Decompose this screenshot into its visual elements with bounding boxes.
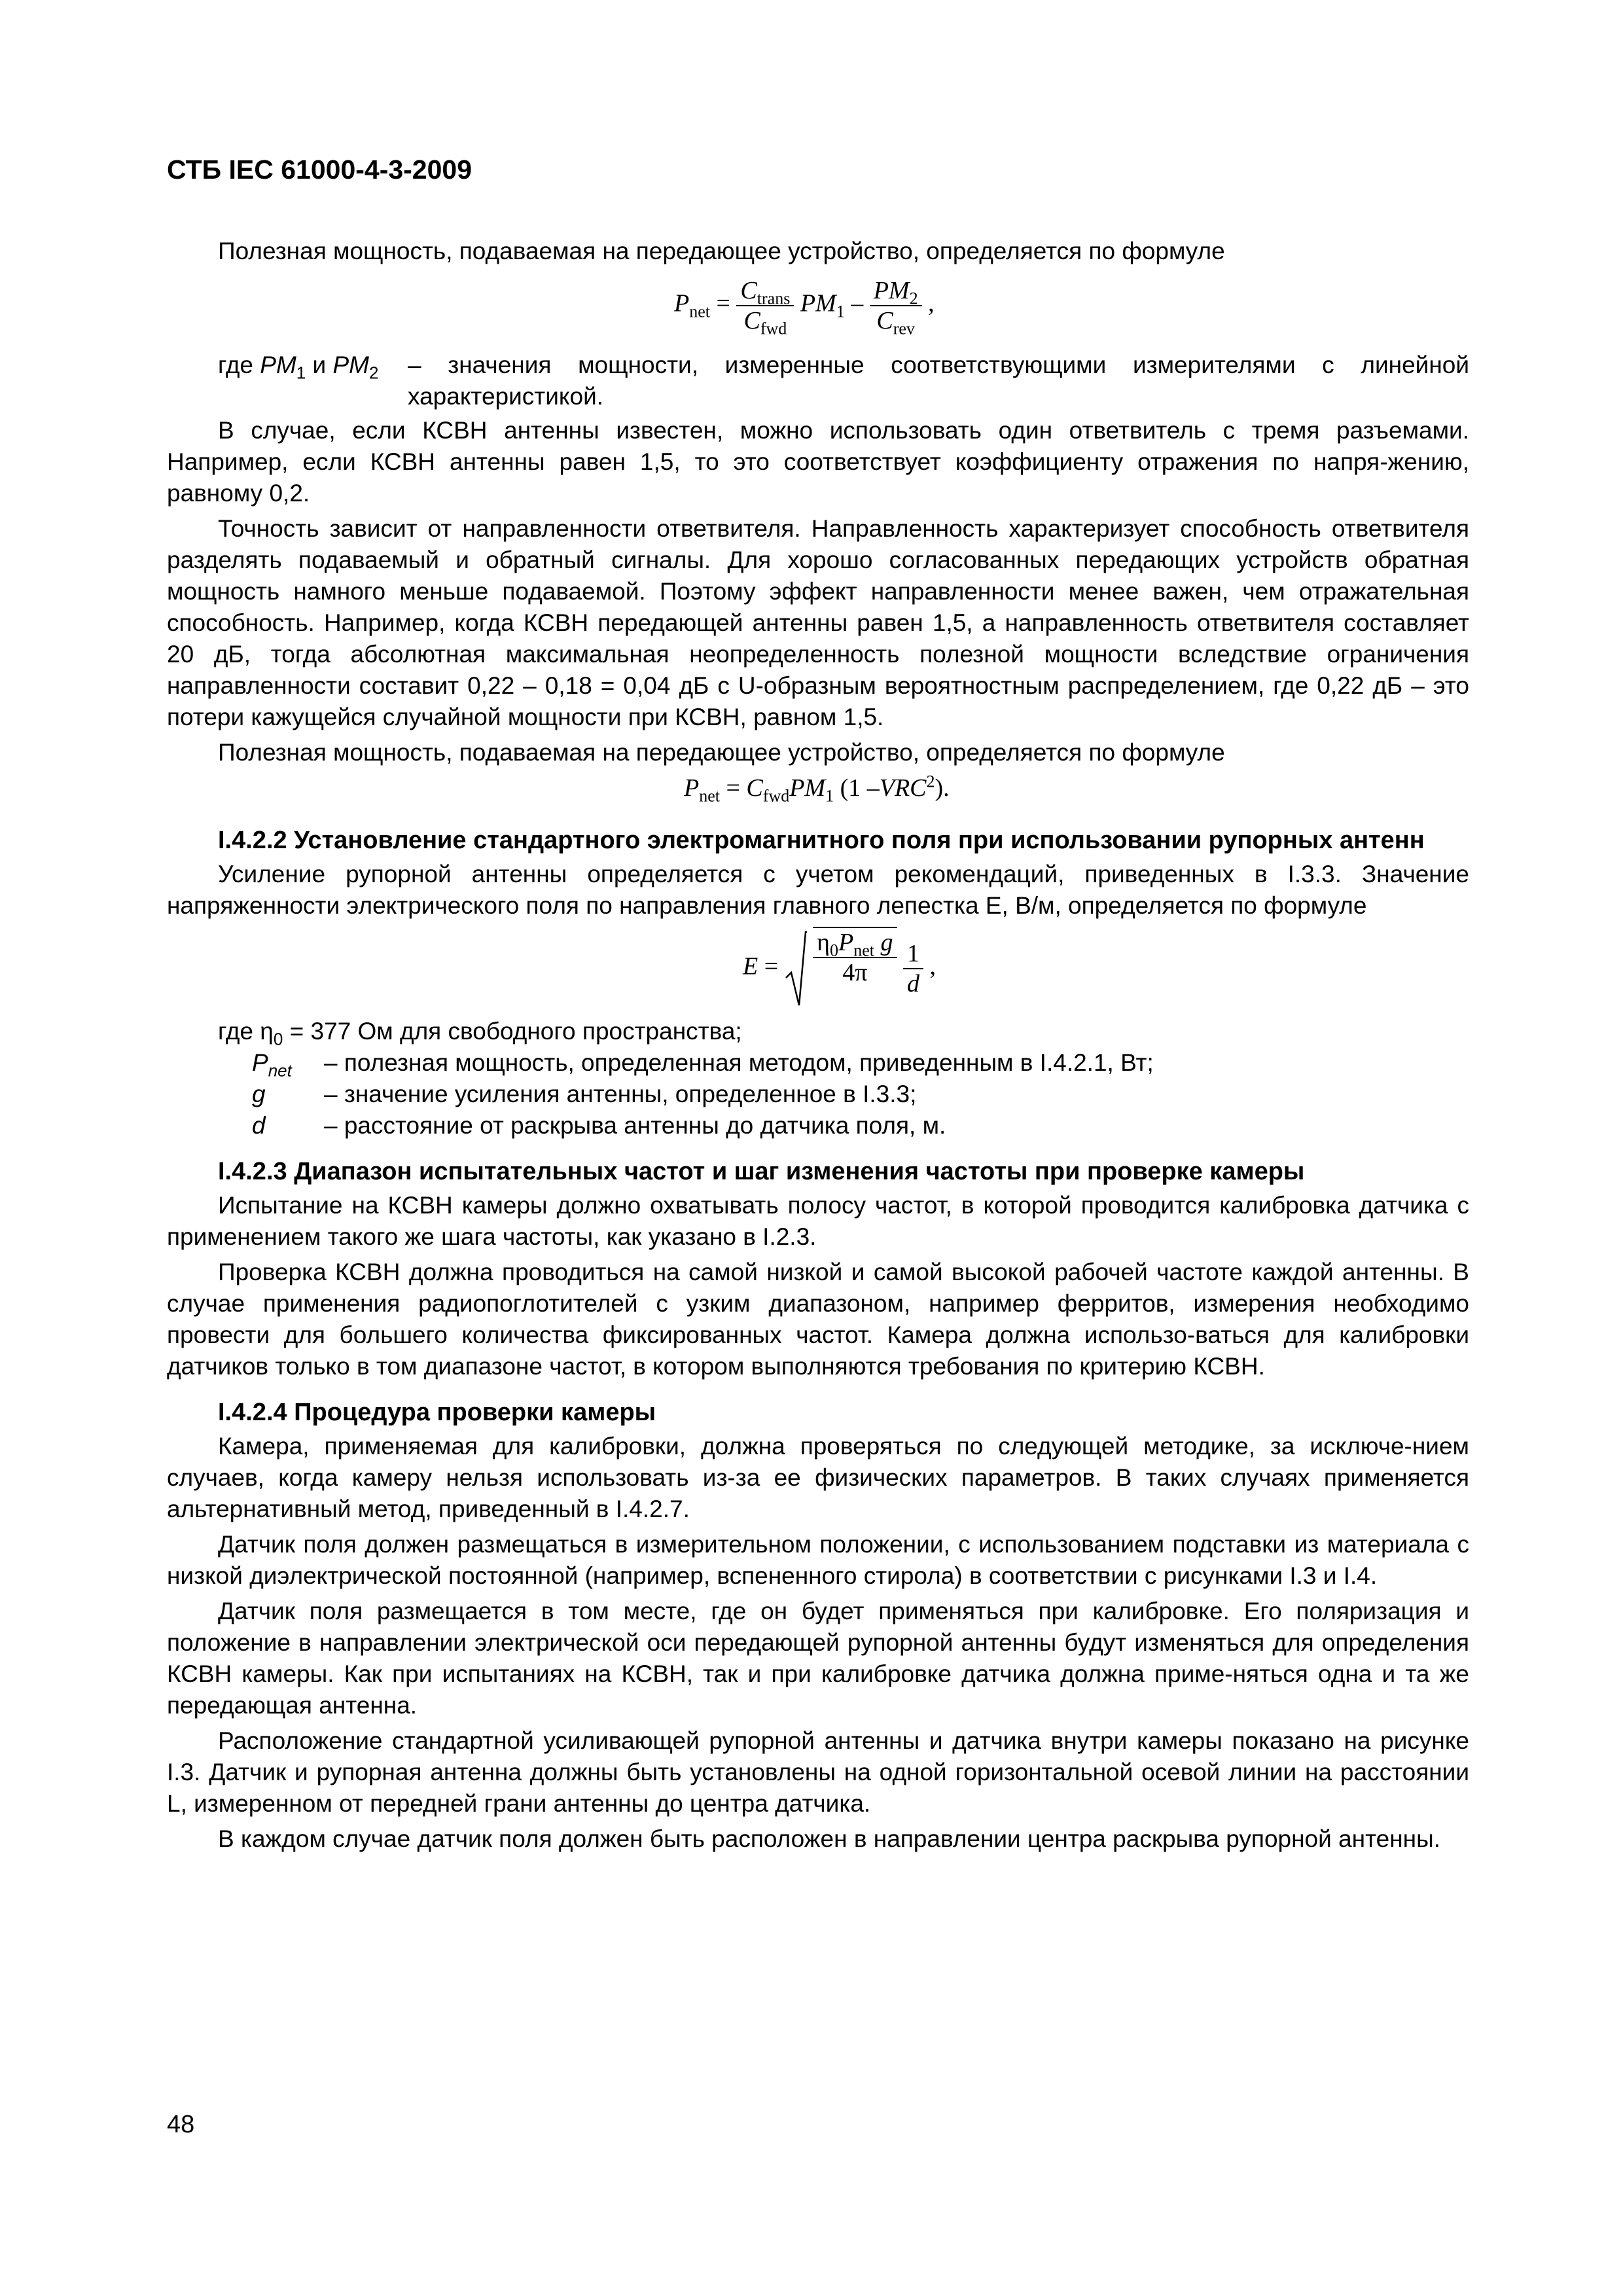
document-header: СТБ IEC 61000-4-3-2009 bbox=[167, 154, 473, 185]
formula-net-power-expr: $P_{net}$ = $\frac{C_{trans}}{C_{fwd}}$ $PM_1$ – $\frac{PM_2}{C_{rev}}$ , bbox=[674, 277, 935, 338]
sqrt-sign bbox=[785, 929, 897, 1008]
where-clause-pm bbox=[167, 350, 1469, 412]
section-heading-4-2-4: I.4.2.4 Процедура проверки камеры bbox=[218, 1399, 656, 1426]
paragraph-horn-gain: Усиление рупорной антенны определяется с учетом рекомендаций, приведенных в I.3.3. Значение напряженности электрического поля по направления главного лепестка E, В/м, определяется по формуле bbox=[167, 861, 1469, 919]
page-number: 48 bbox=[167, 2111, 195, 2138]
section-heading-4-2-2: I.4.2.2 Установление стандартного электромагнитного поля при использовании рупорных антенн bbox=[218, 827, 1425, 854]
paragraph-vswr-band: Испытание на КСВН камеры должно охватывать полосу частот, в которой проводится калибровка датчика с применением такого же шага частоты, как указано в I.2.3. bbox=[167, 1192, 1469, 1250]
definition-eta: где $\eta_0 = 377$ Ом для свободного пространства; bbox=[218, 1018, 742, 1049]
paragraph-vswr-frequencies: Проверка КСВН должна проводиться на самой низкой и самой высокой рабочей частоте каждой антенны. В случае применения радиопоглотителей с узким диапазоном, например ферритов, измерения необходимо провести для большего количества фиксированных частот. Камера должна использо-ваться для калибровки датчиков только в том диапазоне частот, в котором выполняются требования по критерию КСВН. bbox=[167, 1259, 1469, 1380]
formula-net-power-vrc-expr: $P_{net} = C_{fwd}PM_1$ (1 –VRC$^2$). bbox=[684, 772, 950, 806]
formula-field-strength-expr: E = $\frac{\eta_0P_{net} g}{4\pi}$ $\frac{1}{d}$ , bbox=[743, 929, 936, 1008]
fraction-pm2-crev: $\frac{PM_2}{C_{rev}}$ bbox=[870, 276, 922, 335]
definition-g: g – значение усиления антенны, определенное в I.3.3; bbox=[252, 1081, 917, 1107]
definition-d: d – расстояние от раскрыва антенны до датчика поля, м. bbox=[252, 1112, 946, 1139]
formula-net-power bbox=[167, 271, 1469, 344]
paragraph-chamber-check: Камера, применяемая для калибровки, должна проверяться по следующей методике, за исключе-нием случаев, когда камеру нельзя использовать из-за ее физических параметров. В таких случаях применяется альтернативный метод, приведенный в I.4.2.7. bbox=[167, 1433, 1469, 1522]
paragraph-probe-center: В каждом случае датчик поля должен быть расположен в направлении центра раскрыва рупорной антенны. bbox=[218, 1825, 1440, 1852]
formula-net-power-vrc bbox=[167, 772, 1469, 810]
paragraph-horn-layout: Расположение стандартной усиливающей рупорной антенны и датчика внутри камеры показано на рисунке I.3. Датчик и рупорная антенна должны быть установлены на одной горизонтальной осевой линии на расстоянии L, измеренном от передней грани антенны до центра датчика. bbox=[167, 1727, 1469, 1817]
paragraph-probe-placement: Датчик поля должен размещаться в измерительном положении, с использованием подставки из материала с низкой диэлектрической постоянной (например, вспененного стирола) в соответствии с рисунками I.3 и I.4. bbox=[167, 1531, 1469, 1589]
paragraph-single-coupler: В случае, если КСВН антенны известен, можно использовать один ответвитель с тремя разъемами. Например, если КСВН антенны равен 1,5, то это соответствует коэффициенту отражения по напря-жению, равному 0,2. bbox=[167, 417, 1469, 507]
where-clause-label: где $PM_1$ и $PM_2$ bbox=[218, 351, 379, 383]
paragraph-net-power-intro: Полезная мощность, подаваемая на передающее устройство, определяется по формуле bbox=[218, 238, 1225, 264]
radical-icon bbox=[785, 929, 807, 1008]
fraction-1-d: $\frac{1}{d}$ bbox=[903, 939, 923, 998]
paragraph-directivity: Точность зависит от направленности ответвителя. Направленность характеризует способность ответвителя разделять подаваемый и обратный сигналы. Для хорошо согласованных передающих устройств обратная мощность намного меньше подаваемой. Поэтому эффект направленности менее важен, чем отражательная способность. Например, когда КСВН передающей антенны равен 1,5, а направленность ответвителя составляет 20 дБ, тогда абсолютная максимальная неопределенность полезной мощности вследствие ограничения направленности составит 0,22 – 0,18 = 0,04 дБ с U-образным вероятностным распределением, где 0,22 дБ – это потери кажущейся случайной мощности при КСВН, равном 1,5. bbox=[167, 515, 1469, 730]
formula-field-strength bbox=[167, 925, 1469, 1011]
fraction-eta-pnet-g: $\frac{\eta_0P_{net} g}{4\pi}$ bbox=[813, 928, 897, 987]
paragraph-net-power-intro-2: Полезная мощность, подаваемая на передающее устройство, определяется по формуле bbox=[218, 739, 1225, 766]
where-clause-text: – значения мощности, измеренные соответствующими измерителями с линейной характеристикой. bbox=[408, 351, 1469, 410]
definition-pnet: $P_{net}$ – полезная мощность, определенная методом, приведенным в I.4.2.1, Вт; bbox=[252, 1049, 1154, 1081]
page-body bbox=[167, 236, 1469, 1859]
definitions-list bbox=[167, 1016, 1469, 1141]
paragraph-probe-polarization: Датчик поля размещается в том месте, где он будет применяться при калибровке. Его поляризация и положение в направлении электрической оси передающей рупорной антенны будут изменяться для определения КСВН камеры. Как при испытаниях на КСВН, так и при калибровке датчика должна приме-няться одна и та же передающая антенна. bbox=[167, 1598, 1469, 1719]
fraction-ctrans-cfwd: $\frac{C_{trans}}{C_{fwd}}$ bbox=[736, 276, 794, 335]
section-heading-4-2-3: I.4.2.3 Диапазон испытательных частот и шаг изменения частоты при проверке камеры bbox=[218, 1158, 1305, 1185]
